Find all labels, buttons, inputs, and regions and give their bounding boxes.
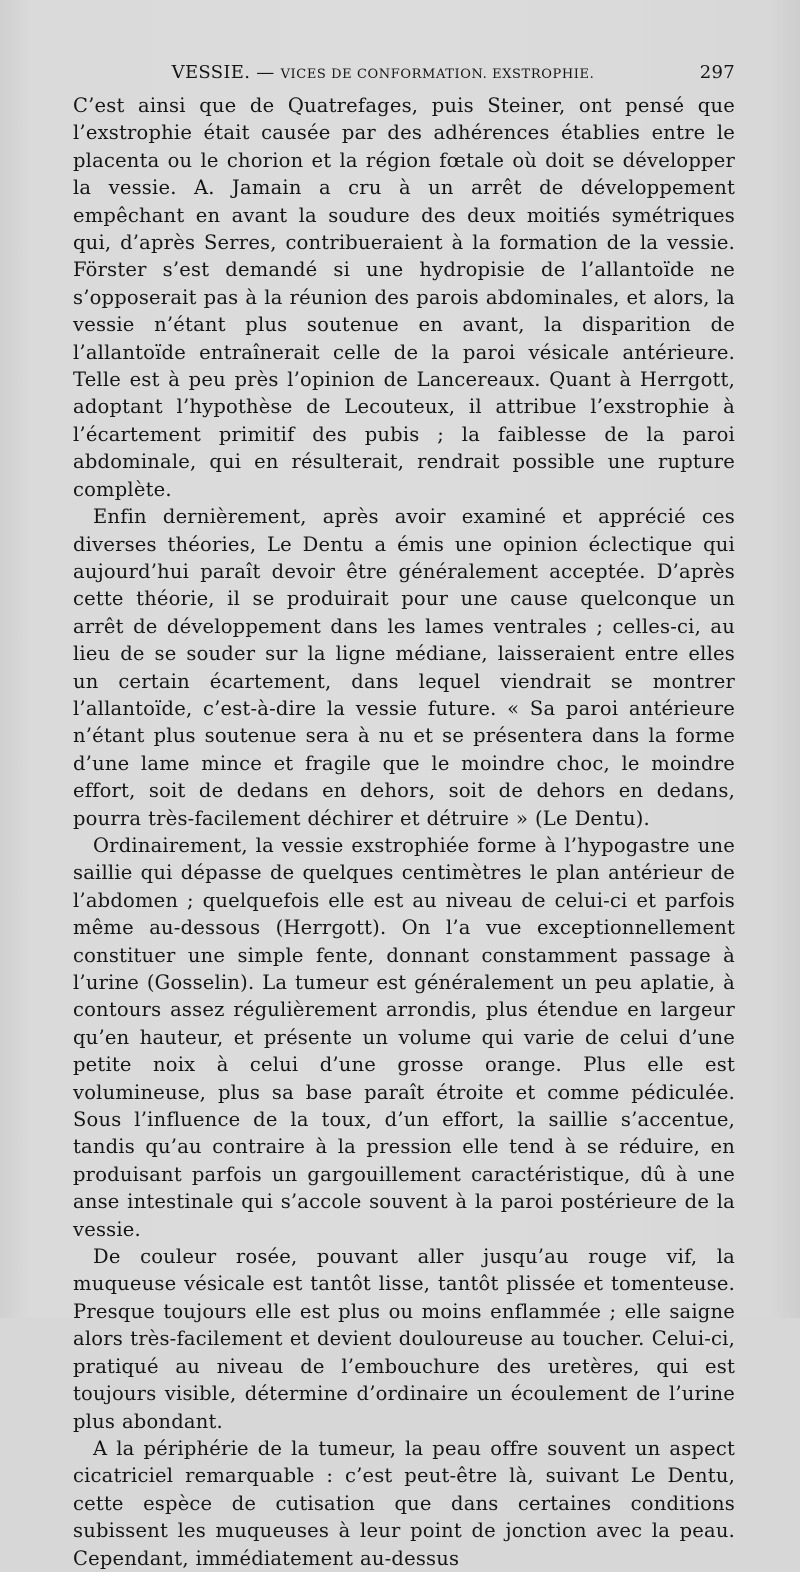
paragraph-3: Ordinairement, la vessie exstrophiée forme à l’hypogastre une saillie qui dépasse de quelques centimètres le plan antérieur de l’abdomen ; quelquefois elle est au niveau de celui-ci et parfois même au-dessous (Herrgott). On l’a vue exceptionnellement constituer une simple fente, donnant constamment passage à l’urine (Gosselin). La tumeur est généralement un peu aplatie, à contours assez régulièrement arrondis, plus étendue en largeur qu’en hauteur, et présente un volume qui varie de celui d’une petite noix à celui d’une grosse orange. Plus elle est volumineuse, plus sa base paraît étroite et comme pédiculée. Sous l’influence de la toux, d’un effort, la saillie s’accentue, tandis qu’au contraire à la pression elle tend à se réduire, en produisant parfois un gargouillement caractéristique, dû à une anse intestinale qui s’accole souvent à la paroi postérieure de la vessie. [73, 833, 735, 1241]
running-title [73, 60, 693, 88]
running-title-small: VICES DE CONFORMATION. EXSTROPHIE. [280, 67, 595, 82]
paragraph-4: De couleur rosée, pouvant aller jusqu’au rouge vif, la muqueuse vésicale est tantôt lisse, tantôt plissée et tomenteuse. Presque toujours elle est plus ou moins enflammée ; elle saigne alors très-facilement et devient douloureuse au toucher. Celui-ci, pratiqué au niveau de l’embouchure des uretères, qui est toujours visible, détermine d’ordinaire un écoulement de l’urine plus abondant. [73, 1245, 735, 1433]
paragraph-1: C’est ainsi que de Quatrefages, puis Steiner, ont pensé que l’exstrophie était causée par des adhérences établies entre le placenta ou le chorion et la région fœtale où doit se développer la vessie. A. Jamain a cru à un arrêt de développement empêchant en avant la soudure des deux moitiés symétriques qui, d’après Serres, contribueraient à la formation de la vessie. Förster s’est demandé si une hydropisie de l’allantoïde ne s’opposerait pas à la réunion des parois abdominales, et alors, la vessie n’étant plus soutenue en avant, la disparition de l’allantoïde entraînerait celle de la paroi vésicale antérieure. Telle est à peu près l’opinion de Lancereaux. Quant à Herrgott, adoptant l’hypothèse de Lecouteux, il attribue l’exstrophie à l’écartement primitif des pubis ; la faiblesse de la paroi abdominale, qui en résulterait, rendrait possible une rupture complète. [73, 94, 735, 501]
body-text [73, 92, 735, 1572]
page-number: 297 [699, 62, 735, 83]
running-title-start: VESSIE. — [171, 62, 281, 83]
paragraph-5: A la périphérie de la tumeur, la peau offre souvent un aspect cicatriciel remarquable : c’est peut-être là, suivant Le Dentu, cette espèce de cutisation que dans certaines conditions subissent les muqueuses à leur point de jonction avec la peau. Cependant, immédiatement au-dessus [73, 1436, 735, 1570]
paragraph-2: Enfin dernièrement, après avoir examiné et apprécié ces diverses théories, Le Dentu a émis une opinion éclectique qui aujourd’hui paraît devoir être généralement acceptée. D’après cette théorie, il se produirait pour une cause quelconque un arrêt de développement dans les lames ventrales ; celles-ci, au lieu de se souder sur la ligne médiane, laisseraient entre elles un certain écartement, dans lequel viendrait se montrer l’allantoïde, c’est-à-dire la vessie future. « Sa paroi antérieure n’étant plus soutenue sera à nu et se présentera dans la forme d’une lame mince et fragile que le moindre choc, le moindre effort, soit de dedans en dehors, soit de dehors en dedans, pourra très-facilement déchirer et détruire » (Le Dentu). [73, 505, 735, 830]
running-header [73, 60, 735, 86]
